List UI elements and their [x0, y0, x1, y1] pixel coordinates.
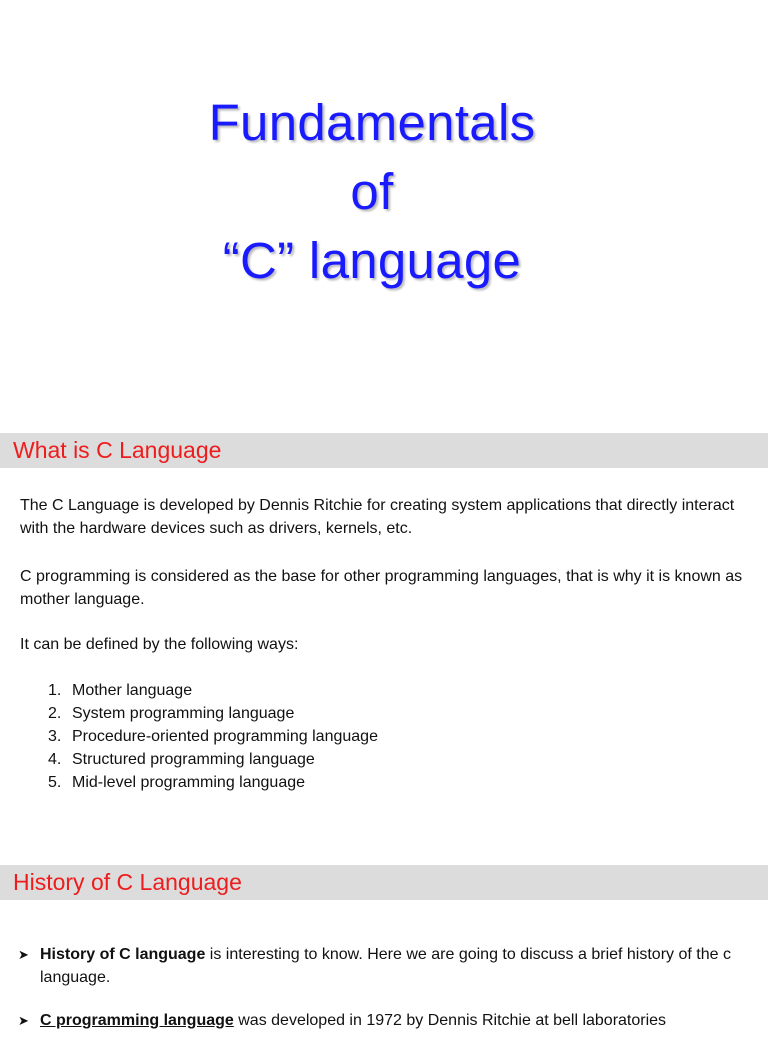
arrowhead-bullet-icon: ➤: [18, 947, 29, 962]
list-item-text: Mother language: [72, 682, 193, 699]
history-bullet-list: [18, 943, 748, 1052]
definition-list: [48, 679, 378, 794]
list-item: [48, 725, 378, 748]
title-line-1: Fundamentals: [208, 94, 536, 151]
list-item-number: 2.: [48, 705, 62, 722]
bullet-body: is interesting to know. Here we are going to discuss a brief history of the c language.: [40, 946, 731, 986]
list-item-number: 5.: [48, 774, 62, 791]
list-item-number: 3.: [48, 728, 62, 745]
arrowhead-bullet-icon: ➤: [18, 1013, 29, 1028]
bullet-bold-term: C programming language: [40, 1012, 234, 1029]
list-item-number: 1.: [48, 682, 62, 699]
list-item: [48, 702, 378, 725]
list-item-text: System programming language: [72, 705, 295, 722]
list-item: [48, 748, 378, 771]
bullet-bold-term: History of C language: [40, 946, 206, 963]
paragraph-mother-language: C programming is considered as the base for other programming languages, that is why it is known as mother language.: [20, 568, 743, 608]
bullet-text: [40, 943, 748, 989]
section-header-what-is-c: What is C Language: [0, 433, 768, 468]
title-line-2: of: [350, 163, 394, 220]
list-item-text: Structured programming language: [72, 751, 315, 768]
list-item-text: Mid-level programming language: [72, 774, 306, 791]
bullet-body: was developed in 1972 by Dennis Ritchie at bell laboratories: [233, 1012, 667, 1029]
section-header-history: History of C Language: [0, 865, 768, 900]
bullet-item: [18, 943, 748, 989]
bullet-item: [18, 1009, 748, 1032]
paragraph-definition-lead: It can be defined by the following ways:: [20, 636, 299, 653]
paragraph-intro: The C Language is developed by Dennis Ritchie for creating system applications that directly interact with the hardware devices such as drivers, kernels, etc.: [20, 497, 735, 537]
document-title: [0, 88, 744, 295]
title-line-3: “C” language: [222, 232, 522, 289]
list-item: [48, 679, 378, 702]
bullet-text: [40, 1009, 666, 1032]
list-item-text: Procedure-oriented programming language: [72, 728, 378, 745]
list-item-number: 4.: [48, 751, 62, 768]
list-item: [48, 771, 378, 794]
